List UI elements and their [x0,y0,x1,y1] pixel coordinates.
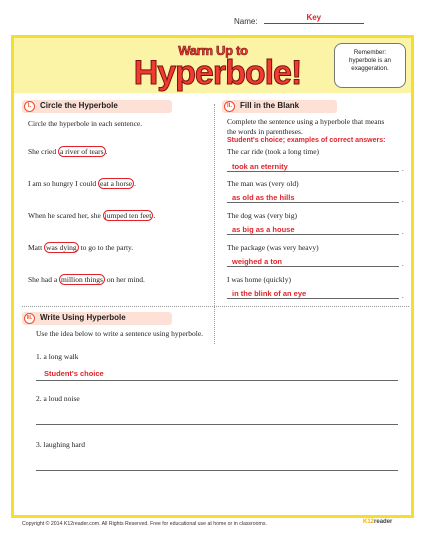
circle-item-4: Matt was dying to go to the party. [28,243,134,252]
section2-instruction-1: Complete the sentence using a hyperbole that means [227,117,385,126]
circled-hyperbole[interactable]: jumped ten feet [104,211,152,220]
fill-line-2[interactable] [227,202,399,203]
write-prompt-2: 2. a loud noise [36,394,80,403]
name-line [234,14,364,26]
write-prompt-3: 3. laughing hard [36,440,85,449]
worksheet-frame [11,35,414,518]
name-label: Name: [234,17,258,26]
fill-line-1[interactable] [227,171,399,172]
section1-instruction: Circle the hyperbole in each sentence. [28,119,143,128]
period: . [402,228,404,236]
fill-answer-5: in the blink of an eye [232,289,307,298]
fill-prompt-5: I was home (quickly) [227,275,291,284]
write-line-3[interactable] [36,470,398,471]
section3-number: III. [24,313,35,324]
circle-item-2: I am so hungry I could eat a horse . [28,179,136,188]
fill-answer-1: took an eternity [232,162,288,171]
name-field[interactable] [264,14,364,24]
circle-item-3: When he scared her, she jumped ten feet . [28,211,156,220]
title-line-1: Warm Up to [178,43,248,58]
fill-answer-2: as old as the hills [232,193,295,202]
fill-prompt-4: The package (was very heavy) [227,243,319,252]
fill-answer-4: weighed a ton [232,257,283,266]
section3-title: Write Using Hyperbole [40,313,126,322]
fill-prompt-2: The man was (very old) [227,179,299,188]
period: . [402,196,404,204]
fill-line-4[interactable] [227,266,399,267]
section3-header [22,312,172,325]
period: . [402,260,404,268]
section3-instruction: Use the idea below to write a sentence using hyperbole. [36,329,204,338]
circled-hyperbole[interactable]: a river of tears [60,147,104,156]
remember-line-2: hyperbole is an [349,57,391,64]
section1-title: Circle the Hyperbole [40,101,118,110]
fill-prompt-3: The dog was (very big) [227,211,297,220]
section2-number: II. [224,101,235,112]
write-prompt-1: 1. a long walk [36,352,79,361]
write-line-1[interactable] [36,380,398,381]
circled-hyperbole[interactable]: million things [61,275,103,284]
circled-hyperbole[interactable]: eat a horse [100,179,133,188]
write-line-2[interactable] [36,424,398,425]
period: . [402,165,404,173]
period: . [402,292,404,300]
write-answer-1: Student's choice [44,369,104,378]
k12reader-logo[interactable]: K12reader [363,519,393,525]
copyright-footer: Copyright © 2014 K12reader.com. All Rights Reserved. Free for educational use at home or in classrooms. [22,521,267,527]
circle-item-5: She had a million things on her mind. [28,275,145,284]
circled-hyperbole[interactable]: was dying [46,243,77,252]
section2-title: Fill in the Blank [240,101,300,110]
fill-line-3[interactable] [227,234,399,235]
remember-line-3: exaggeration. [351,65,389,72]
section1-header [22,100,172,113]
fill-answer-3: as big as a house [232,225,295,234]
title-line-2: Hyperbole! [133,54,302,92]
circle-item-1: She cried a river of tears . [28,147,108,156]
name-value: Key [306,13,322,22]
column-divider [214,104,215,344]
section2-instruction-2: the words in parentheses. [227,127,303,136]
section-divider [22,306,409,307]
remember-line-1: Remember: [353,49,387,56]
answer-note: Student's choice; examples of correct answers: [227,137,386,144]
section1-number: I. [24,101,35,112]
fill-line-5[interactable] [227,298,399,299]
remember-box [334,43,406,88]
fill-prompt-1: The car ride (took a long time) [227,147,320,156]
section2-header [222,100,337,113]
